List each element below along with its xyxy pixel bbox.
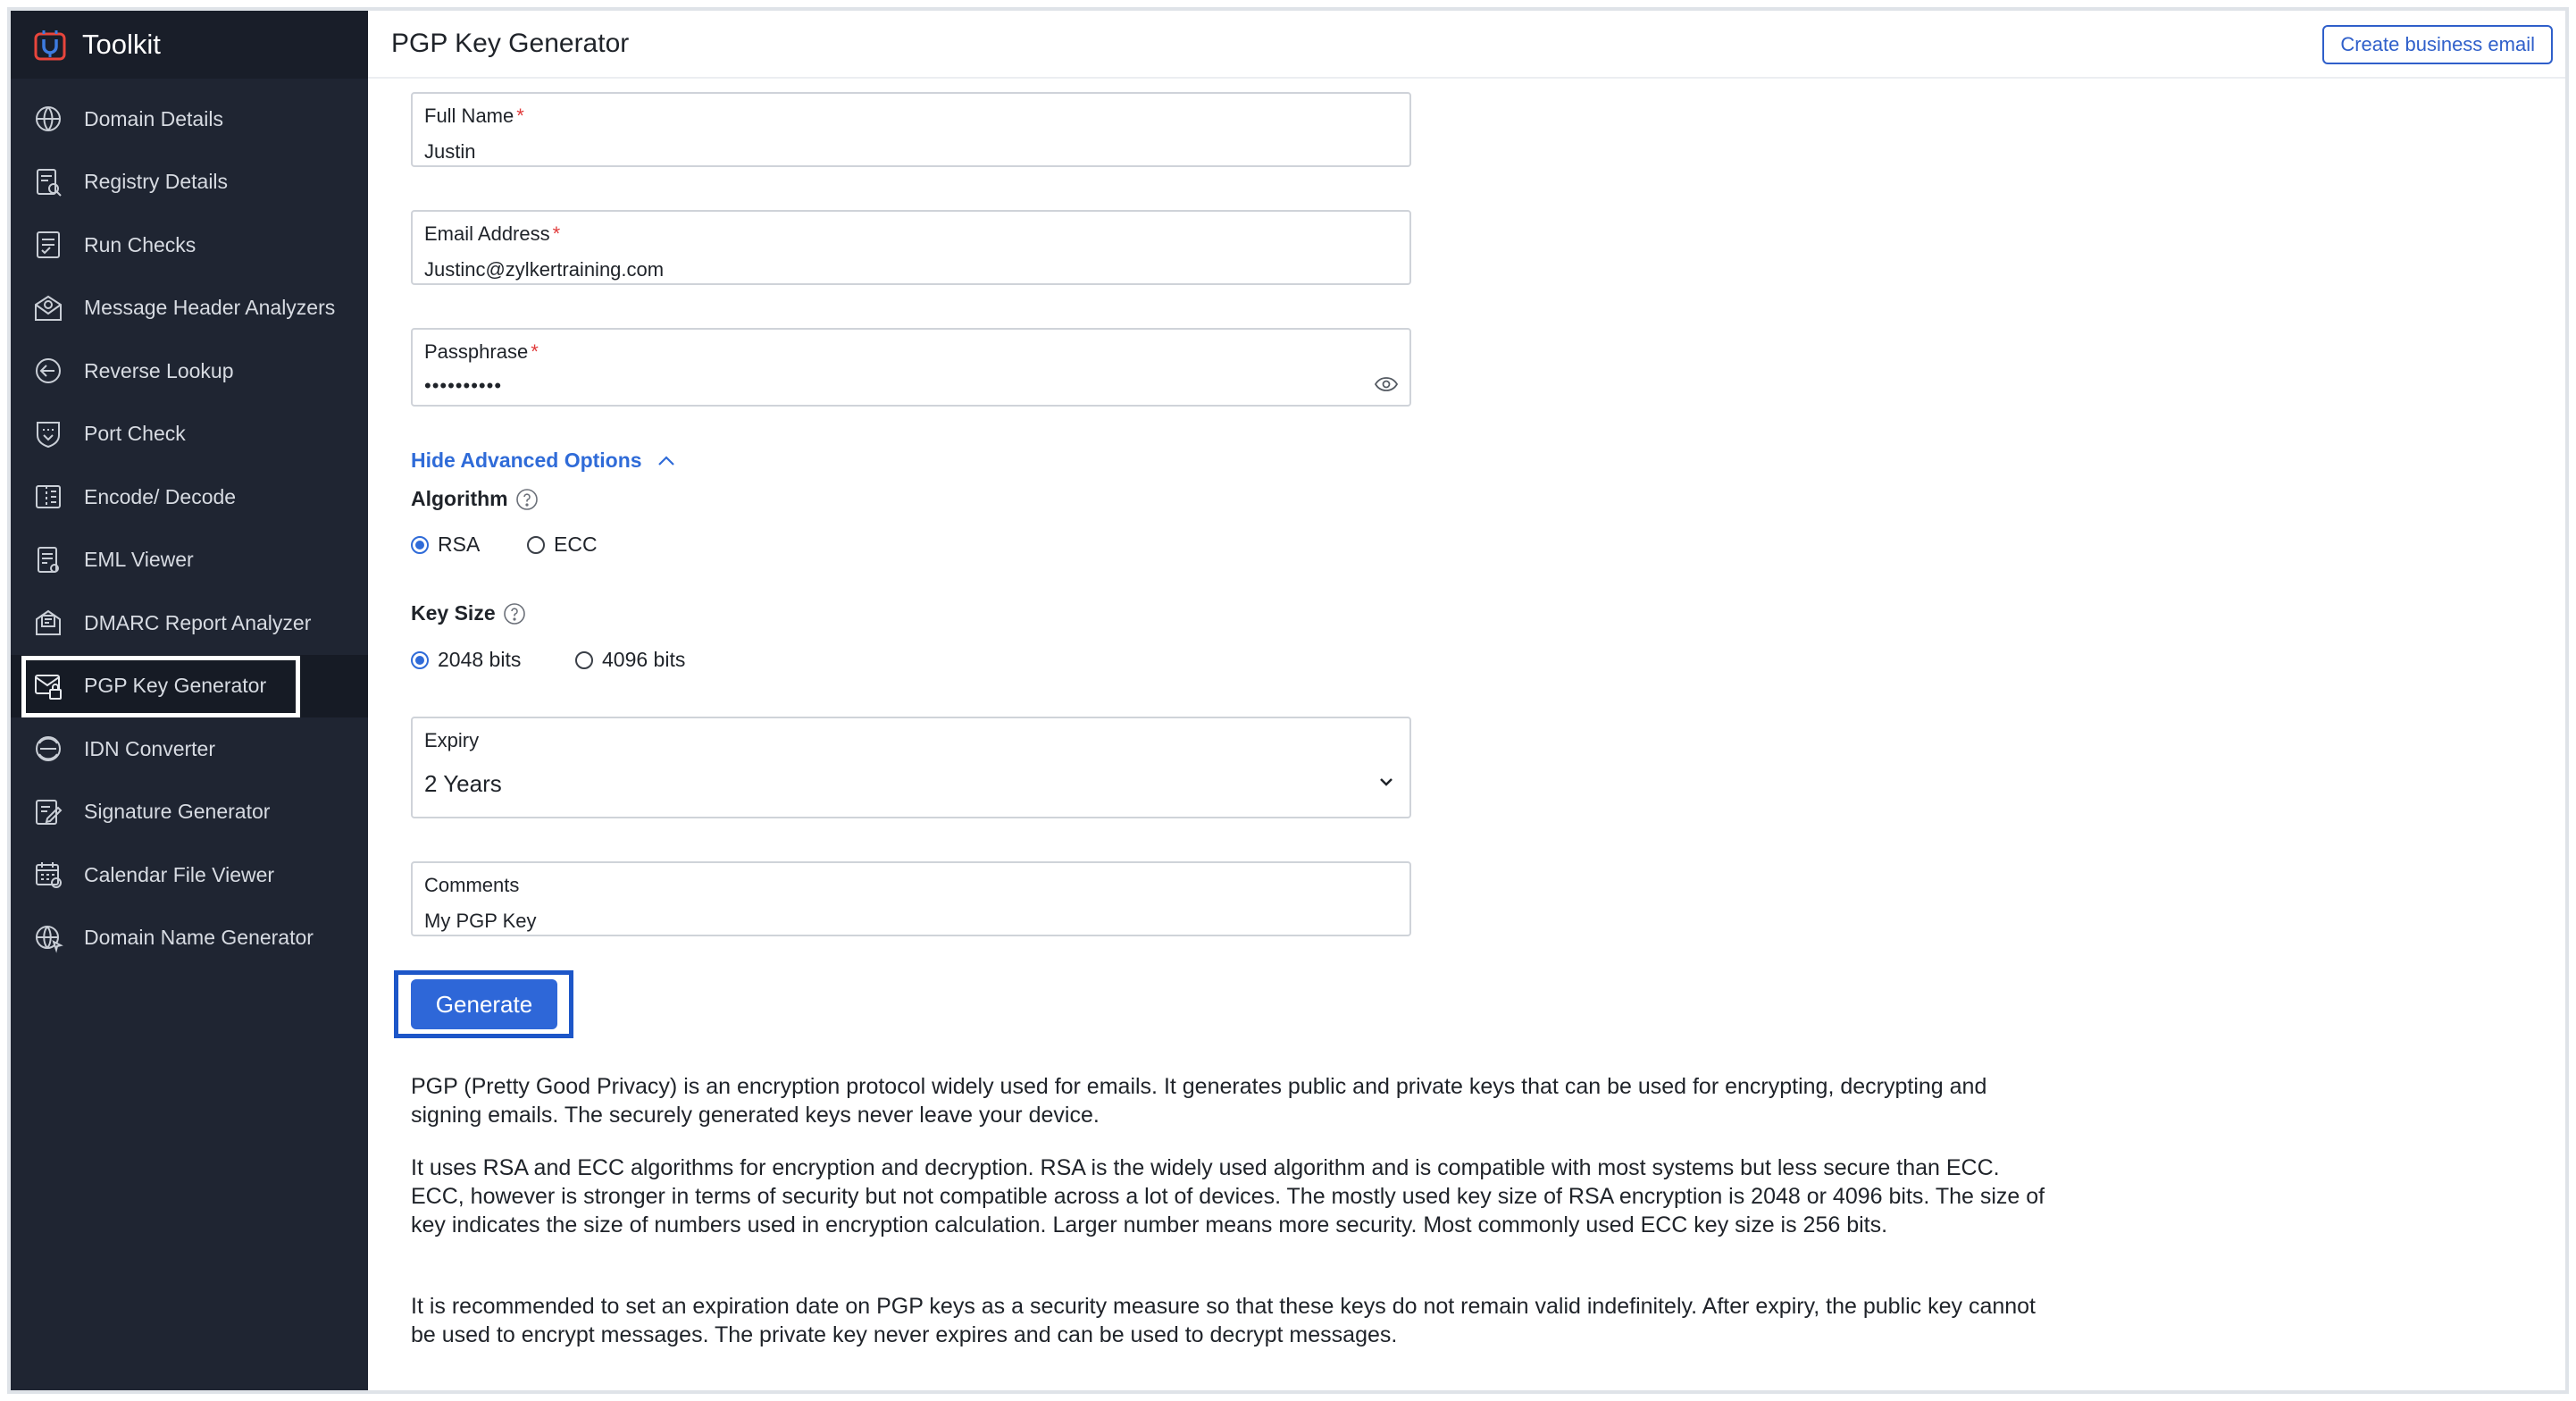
- sidebar-item-reverse-lookup[interactable]: [11, 340, 368, 403]
- sidebar-item-label: Domain Name Generator: [84, 926, 314, 950]
- sidebar-item-label: Calendar File Viewer: [84, 862, 275, 886]
- sidebar-item-calendar-file-viewer[interactable]: [11, 843, 368, 907]
- sidebar-item-domain-details[interactable]: [11, 88, 368, 151]
- key-size-label: [411, 601, 526, 625]
- sidebar-nav: [11, 79, 368, 969]
- sidebar-item-label: PGP Key Generator: [84, 674, 267, 698]
- comments-input[interactable]: My PGP Key: [424, 910, 537, 932]
- toolkit-logo-icon: [32, 27, 68, 63]
- signature-icon: [32, 796, 64, 828]
- registry-doc-icon: [32, 166, 64, 198]
- required-asterisk: *: [516, 105, 524, 127]
- comments-field[interactable]: [411, 861, 1411, 936]
- email-label: [424, 222, 560, 246]
- sidebar-item-label: DMARC Report Analyzer: [84, 610, 312, 634]
- radio-label: 2048 bits: [438, 648, 522, 671]
- passphrase-field[interactable]: [411, 328, 1411, 407]
- expiry-label: Expiry: [424, 729, 480, 751]
- sidebar-item-label: IDN Converter: [84, 736, 215, 760]
- sidebar-item-dmarc-report-analyzer[interactable]: [11, 591, 368, 655]
- radio-dot-selected: [411, 536, 429, 554]
- comments-label: Comments: [424, 874, 520, 896]
- page-title: PGP Key Generator: [391, 29, 630, 58]
- algorithm-label: [411, 487, 539, 511]
- checklist-icon: [32, 229, 64, 261]
- sidebar-item-eml-viewer[interactable]: [11, 529, 368, 592]
- expiry-select[interactable]: [411, 717, 1411, 818]
- globe-cursor-icon: [32, 922, 64, 954]
- required-asterisk: *: [531, 340, 539, 363]
- encode-icon: [32, 481, 64, 513]
- email-input[interactable]: Justinc@zylkertraining.com: [424, 258, 665, 281]
- radio-label: ECC: [554, 533, 598, 556]
- full-name-label-text: Full Name: [424, 105, 514, 127]
- brand[interactable]: [11, 11, 368, 79]
- full-name-field[interactable]: [411, 92, 1411, 167]
- hide-advanced-options-toggle[interactable]: [411, 449, 676, 473]
- sidebar-item-label: Encode/ Decode: [84, 484, 237, 508]
- sidebar-item-domain-name-generator[interactable]: [11, 907, 368, 970]
- advanced-toggle-label: Hide Advanced Options: [411, 449, 642, 472]
- sidebar-item-label: Reverse Lookup: [84, 358, 234, 382]
- passphrase-label: [424, 340, 539, 364]
- generate-button[interactable]: Generate: [411, 979, 557, 1029]
- algorithm-rsa-radio[interactable]: [411, 533, 480, 557]
- sidebar-item-port-check[interactable]: [11, 403, 368, 466]
- chevron-up-icon: [657, 455, 676, 467]
- sidebar-item-label: Registry Details: [84, 170, 229, 194]
- radio-label: RSA: [438, 533, 481, 556]
- eml-file-icon: [32, 544, 64, 576]
- expiry-selected-value: 2 Years: [424, 770, 502, 797]
- email-field[interactable]: [411, 210, 1411, 285]
- sidebar-item-label: Port Check: [84, 422, 186, 446]
- sidebar-item-idn-converter[interactable]: [11, 717, 368, 781]
- full-name-label: [424, 105, 524, 128]
- chevron-down-icon: [1377, 776, 1395, 788]
- radio-label: 4096 bits: [602, 648, 686, 671]
- show-password-eye-icon[interactable]: [1374, 374, 1399, 394]
- globe-www-icon: [32, 103, 64, 135]
- radio-dot: [575, 651, 593, 669]
- sidebar-item-label: EML Viewer: [84, 548, 194, 572]
- radio-dot: [527, 536, 545, 554]
- description-paragraph: It is recommended to set an expiration date on PGP keys as a security measure so that these keys do not remain valid indefinitely. After expiry, the public key cannot be used to encrypt messages. The private key never expires and can be used to decrypt messages.: [411, 1294, 2037, 1347]
- create-business-email-button[interactable]: Create business email: [2322, 25, 2553, 64]
- sidebar-item-label: Signature Generator: [84, 800, 271, 824]
- page-header: [368, 11, 2565, 79]
- sidebar-item-run-checks[interactable]: [11, 214, 368, 277]
- description-paragraph: It uses RSA and ECC algorithms for encryption and decryption. RSA is the widely used algorithm and is compatible with most systems but less secure than ECC. ECC, however is stronger in terms of security but not compatible across a lot of devices. The mostly used key size of RSA encryption is 2048 or 4096 bits. The size of key indicates the size of numbers used in encryption calculation. Larger number means more security. Most commonly used ECC key size is 256 bits.: [411, 1155, 2045, 1237]
- email-label-text: Email Address: [424, 222, 550, 245]
- required-asterisk: *: [552, 222, 561, 245]
- key-size-2048-radio[interactable]: [411, 648, 521, 672]
- active-highlight: [21, 656, 300, 717]
- passphrase-label-text: Passphrase: [424, 340, 529, 363]
- passphrase-input[interactable]: ••••••••••: [424, 374, 503, 397]
- algorithm-label-text: Algorithm: [411, 487, 508, 510]
- app-title: Toolkit: [82, 29, 161, 60]
- key-size-label-text: Key Size: [411, 601, 496, 625]
- idn-globe-icon: [32, 733, 64, 765]
- sidebar-item-label: Domain Details: [84, 106, 223, 130]
- sidebar-item-message-header-analyzers[interactable]: [11, 277, 368, 340]
- help-icon[interactable]: [503, 602, 526, 625]
- key-size-4096-radio[interactable]: [575, 648, 685, 672]
- sidebar-item-pgp-key-generator[interactable]: [11, 655, 368, 718]
- sidebar-item-label: Run Checks: [84, 232, 197, 256]
- help-icon[interactable]: [515, 488, 539, 511]
- sidebar: [11, 11, 368, 1390]
- sidebar-item-signature-generator[interactable]: [11, 781, 368, 844]
- envelope-search-icon: [32, 292, 64, 324]
- radio-dot-selected: [411, 651, 429, 669]
- sidebar-item-encode-decode[interactable]: [11, 466, 368, 529]
- dmarc-icon: [32, 607, 64, 639]
- sidebar-item-registry-details[interactable]: [11, 151, 368, 214]
- sidebar-item-label: Message Header Analyzers: [84, 296, 336, 320]
- algorithm-ecc-radio[interactable]: [527, 533, 598, 557]
- reverse-arrow-icon: [32, 355, 64, 387]
- description-paragraph: PGP (Pretty Good Privacy) is an encryption protocol widely used for emails. It generates public and private keys that can be used for encrypting, decrypting and signing emails. The securely generated keys never leave your device.: [411, 1074, 1987, 1128]
- full-name-input[interactable]: Justin: [424, 140, 476, 163]
- port-shield-icon: [32, 418, 64, 450]
- calendar-icon: [32, 859, 64, 891]
